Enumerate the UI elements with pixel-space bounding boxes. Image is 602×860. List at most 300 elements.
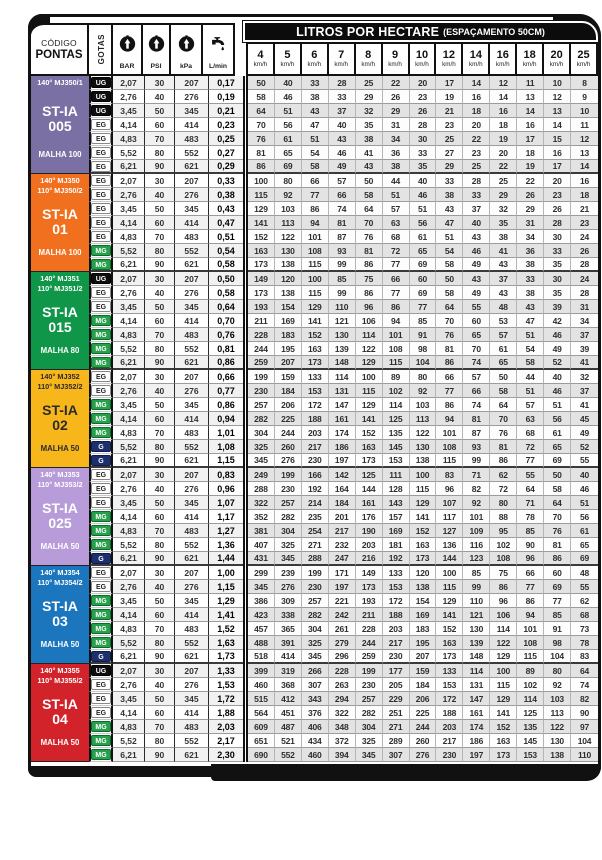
psi-cell: 40 bbox=[145, 286, 175, 300]
lha-value-cell: 242 bbox=[329, 608, 356, 622]
lha-value-cell: 70 bbox=[356, 216, 383, 230]
nozzle-group-ST-IA-015 bbox=[31, 272, 89, 370]
droplet-class-cell bbox=[89, 76, 113, 90]
lha-value-cell: 21 bbox=[571, 202, 598, 216]
lha-value-cell: 14 bbox=[571, 160, 598, 174]
gauge-icon bbox=[148, 25, 165, 62]
lha-value-cell: 153 bbox=[383, 580, 410, 594]
speed-header-10: 10 km/h bbox=[408, 42, 437, 76]
droplet-badge-EG: EG bbox=[91, 483, 111, 494]
kpa-cell: 414 bbox=[175, 706, 209, 720]
unit-label: BAR bbox=[119, 63, 135, 71]
lha-value-cell: 32 bbox=[490, 202, 517, 216]
lha-value-cell: 42 bbox=[544, 314, 571, 328]
lha-value-cell: 230 bbox=[275, 482, 302, 496]
lha-value-cell: 35 bbox=[544, 286, 571, 300]
unit-header-BAR bbox=[111, 23, 143, 76]
droplet-badge-EG: EG bbox=[91, 231, 111, 242]
lha-value-cell: 18 bbox=[463, 104, 490, 118]
bar-cell: 4,14 bbox=[113, 706, 145, 720]
lha-value-cell: 11 bbox=[517, 76, 544, 90]
lha-value-cell: 56 bbox=[571, 510, 598, 524]
lmin-cell: 1,08 bbox=[209, 440, 243, 454]
lha-value-cell: 138 bbox=[275, 286, 302, 300]
lha-value-cell: 122 bbox=[410, 426, 437, 440]
lha-value-cell: 38 bbox=[383, 160, 410, 174]
lha-value-cell: 60 bbox=[544, 566, 571, 580]
lha-value-cell: 282 bbox=[248, 412, 275, 426]
lha-value-cell: 394 bbox=[329, 748, 356, 762]
lha-value-cell: 106 bbox=[356, 314, 383, 328]
lha-value-cell: 29 bbox=[436, 160, 463, 174]
lha-value-cell: 24 bbox=[571, 230, 598, 244]
lha-value-cell: 50 bbox=[248, 76, 275, 90]
speed-header-20: 20 km/h bbox=[542, 42, 571, 76]
lha-value-cell: 76 bbox=[356, 230, 383, 244]
droplet-class-cell bbox=[89, 636, 113, 650]
droplet-badge-MG: MG bbox=[91, 343, 111, 354]
lha-value-cell: 82 bbox=[571, 692, 598, 706]
lha-value-cell: 154 bbox=[410, 594, 437, 608]
lha-value-cell: 115 bbox=[302, 286, 329, 300]
lha-value-cell: 61 bbox=[571, 524, 598, 538]
speed-header-7: 7 km/h bbox=[327, 42, 356, 76]
lha-value-cell: 260 bbox=[275, 440, 302, 454]
lha-value-cell: 49 bbox=[463, 286, 490, 300]
lha-value-cell: 57 bbox=[329, 174, 356, 188]
lha-value-cell: 176 bbox=[356, 510, 383, 524]
lha-value-cell: 145 bbox=[383, 440, 410, 454]
nozzle-code-label: ST-IA 02 bbox=[42, 401, 78, 433]
lha-value-cell: 183 bbox=[275, 328, 302, 342]
kpa-cell: 483 bbox=[175, 524, 209, 538]
lha-value-cell: 193 bbox=[248, 300, 275, 314]
lha-value-cell: 16 bbox=[463, 90, 490, 104]
lmin-cell: 0,21 bbox=[209, 104, 243, 118]
lha-value-cell: 54 bbox=[436, 244, 463, 258]
kpa-cell: 276 bbox=[175, 580, 209, 594]
lha-value-cell: 34 bbox=[517, 230, 544, 244]
lha-value-cell: 99 bbox=[329, 286, 356, 300]
lha-value-cell: 322 bbox=[329, 706, 356, 720]
lha-value-cell: 83 bbox=[571, 650, 598, 664]
lmin-cell: 0,66 bbox=[209, 370, 243, 384]
lha-value-cell: 423 bbox=[248, 608, 275, 622]
droplet-class-cell bbox=[89, 132, 113, 146]
lha-value-cell: 86 bbox=[356, 258, 383, 272]
lha-value-cell: 211 bbox=[356, 608, 383, 622]
lha-value-cell: 50 bbox=[356, 174, 383, 188]
lha-value-cell: 58 bbox=[436, 258, 463, 272]
lmin-cell: 0,51 bbox=[209, 230, 243, 244]
lha-value-cell: 276 bbox=[275, 580, 302, 594]
lha-value-cell: 58 bbox=[302, 160, 329, 174]
lha-value-cell: 16 bbox=[490, 104, 517, 118]
lha-value-cell: 98 bbox=[410, 342, 437, 356]
droplet-class-cell bbox=[89, 734, 113, 748]
lha-value-cell: 120 bbox=[410, 566, 437, 580]
droplet-badge-MG: MG bbox=[91, 315, 111, 326]
lha-value-cell: 51 bbox=[544, 398, 571, 412]
droplet-badge-UG: UG bbox=[91, 665, 111, 676]
lha-value-cell: 72 bbox=[490, 482, 517, 496]
bar-cell: 6,21 bbox=[113, 552, 145, 566]
psi-cell: 30 bbox=[145, 174, 175, 188]
droplet-class-cell bbox=[89, 328, 113, 342]
droplet-class-cell bbox=[89, 748, 113, 762]
malha-label: MALHA 50 bbox=[40, 444, 80, 453]
lha-value-cell: 66 bbox=[383, 272, 410, 286]
lha-value-cell: 225 bbox=[410, 706, 437, 720]
lha-value-cell: 130 bbox=[275, 244, 302, 258]
unit-header-kPa bbox=[169, 23, 203, 76]
lha-value-cell: 77 bbox=[302, 188, 329, 202]
lha-value-cell: 406 bbox=[302, 720, 329, 734]
nozzle-code-label: ST-IA 01 bbox=[42, 205, 78, 237]
lha-value-cell: 23 bbox=[544, 188, 571, 202]
lha-value-cell: 38 bbox=[517, 286, 544, 300]
model-label: 140° MJ355 110° MJ355/2 bbox=[37, 666, 83, 685]
lha-value-cell: 139 bbox=[329, 342, 356, 356]
lha-value-cell: 40 bbox=[544, 370, 571, 384]
droplet-class-cell bbox=[89, 174, 113, 188]
lha-value-cell: 23 bbox=[410, 90, 437, 104]
bar-cell: 5,52 bbox=[113, 244, 145, 258]
lha-value-cell: 38 bbox=[490, 230, 517, 244]
lha-value-cell: 55 bbox=[463, 300, 490, 314]
droplet-class-cell bbox=[89, 482, 113, 496]
bar-cell: 5,52 bbox=[113, 342, 145, 356]
lha-value-cell: 365 bbox=[275, 622, 302, 636]
kpa-cell: 207 bbox=[175, 174, 209, 188]
lha-value-cell: 26 bbox=[410, 104, 437, 118]
lha-value-cell: 651 bbox=[248, 734, 275, 748]
lha-value-cell: 197 bbox=[329, 580, 356, 594]
droplet-class-cell bbox=[89, 370, 113, 384]
lha-value-cell: 25 bbox=[490, 174, 517, 188]
bar-cell: 2,76 bbox=[113, 580, 145, 594]
lha-value-cell: 16 bbox=[517, 118, 544, 132]
lmin-cell: 0,81 bbox=[209, 342, 243, 356]
model-label: 140° MJ350/1 bbox=[37, 78, 83, 87]
nozzle-code-label: ST-IA 04 bbox=[42, 695, 78, 727]
psi-cell: 80 bbox=[145, 538, 175, 552]
lha-value-cell: 221 bbox=[329, 594, 356, 608]
lha-value-cell: 276 bbox=[275, 454, 302, 468]
lha-value-cell: 55 bbox=[517, 468, 544, 482]
nozzle-code-label: ST-IA 025 bbox=[42, 499, 78, 531]
lha-value-cell: 123 bbox=[463, 552, 490, 566]
lha-value-cell: 13 bbox=[544, 104, 571, 118]
psi-cell: 60 bbox=[145, 314, 175, 328]
lha-value-cell: 76 bbox=[436, 328, 463, 342]
lha-value-cell: 207 bbox=[275, 356, 302, 370]
lha-value-cell: 99 bbox=[329, 258, 356, 272]
lha-value-cell: 85 bbox=[517, 524, 544, 538]
lha-value-cell: 76 bbox=[248, 132, 275, 146]
lha-value-cell: 23 bbox=[463, 146, 490, 160]
lha-value-cell: 173 bbox=[248, 286, 275, 300]
lha-value-cell: 108 bbox=[302, 244, 329, 258]
lha-value-cell: 282 bbox=[302, 608, 329, 622]
speed-header-4: 4 km/h bbox=[246, 42, 275, 76]
lha-value-cell: 43 bbox=[302, 104, 329, 118]
lha-value-cell: 19 bbox=[490, 132, 517, 146]
lha-value-cell: 188 bbox=[383, 608, 410, 622]
lha-value-cell: 143 bbox=[383, 496, 410, 510]
lha-value-cell: 171 bbox=[329, 566, 356, 580]
lha-value-cell: 51 bbox=[275, 104, 302, 118]
droplet-badge-EG: EG bbox=[91, 287, 111, 298]
lha-value-cell: 19 bbox=[436, 90, 463, 104]
psi-cell: 80 bbox=[145, 244, 175, 258]
droplet-class-cell bbox=[89, 202, 113, 216]
lha-value-cell: 61 bbox=[490, 342, 517, 356]
lha-value-cell: 65 bbox=[463, 328, 490, 342]
lha-value-cell: 70 bbox=[544, 510, 571, 524]
lmin-cell: 0,86 bbox=[209, 398, 243, 412]
lha-value-cell: 230 bbox=[383, 650, 410, 664]
lha-value-cell: 391 bbox=[275, 636, 302, 650]
lha-value-cell: 99 bbox=[463, 454, 490, 468]
lmin-cell: 0,70 bbox=[209, 314, 243, 328]
lha-value-cell: 41 bbox=[571, 398, 598, 412]
lha-value-cell: 51 bbox=[436, 230, 463, 244]
lha-value-cell: 72 bbox=[383, 244, 410, 258]
lha-value-cell: 101 bbox=[302, 230, 329, 244]
lha-value-cell: 97 bbox=[571, 720, 598, 734]
lha-value-cell: 64 bbox=[571, 664, 598, 678]
kpa-cell: 207 bbox=[175, 468, 209, 482]
lha-value-cell: 43 bbox=[517, 300, 544, 314]
lha-value-cell: 20 bbox=[490, 146, 517, 160]
lha-value-cell: 17 bbox=[544, 160, 571, 174]
lmin-cell: 0,76 bbox=[209, 328, 243, 342]
lha-value-cell: 69 bbox=[275, 160, 302, 174]
lha-value-cell: 74 bbox=[463, 356, 490, 370]
lha-value-cell: 53 bbox=[490, 314, 517, 328]
bar-cell: 4,14 bbox=[113, 118, 145, 132]
lmin-cell: 0,33 bbox=[209, 174, 243, 188]
lha-value-cell: 89 bbox=[383, 370, 410, 384]
lha-value-cell: 163 bbox=[356, 440, 383, 454]
kpa-cell: 483 bbox=[175, 230, 209, 244]
droplet-class-cell bbox=[89, 118, 113, 132]
lmin-cell: 1,15 bbox=[209, 454, 243, 468]
lha-value-cell: 75 bbox=[356, 272, 383, 286]
lmin-cell: 1,00 bbox=[209, 566, 243, 580]
lha-value-cell: 110 bbox=[571, 748, 598, 762]
bar-cell: 3,45 bbox=[113, 692, 145, 706]
lha-value-cell: 81 bbox=[490, 440, 517, 454]
droplet-badge-EG: EG bbox=[91, 301, 111, 312]
lha-value-cell: 85 bbox=[410, 314, 437, 328]
lha-value-cell: 29 bbox=[356, 90, 383, 104]
lha-value-cell: 35 bbox=[410, 160, 437, 174]
lha-value-cell: 153 bbox=[302, 384, 329, 398]
psi-cell: 70 bbox=[145, 622, 175, 636]
lha-value-cell: 343 bbox=[302, 692, 329, 706]
lha-value-cell: 152 bbox=[356, 426, 383, 440]
lha-value-cell: 141 bbox=[490, 706, 517, 720]
lha-value-cell: 117 bbox=[436, 510, 463, 524]
lha-value-cell: 173 bbox=[436, 650, 463, 664]
lmin-cell: 0,50 bbox=[209, 272, 243, 286]
lha-value-cell: 296 bbox=[329, 650, 356, 664]
lha-value-cell: 138 bbox=[410, 580, 437, 594]
unit-label: kPa bbox=[179, 63, 193, 71]
lha-value-cell: 133 bbox=[302, 370, 329, 384]
lha-value-cell: 304 bbox=[248, 426, 275, 440]
lha-value-cell: 46 bbox=[544, 384, 571, 398]
droplet-class-cell bbox=[89, 412, 113, 426]
droplet-class-cell bbox=[89, 286, 113, 300]
psi-cell: 40 bbox=[145, 580, 175, 594]
lha-value-cell: 263 bbox=[329, 678, 356, 692]
lha-value-cell: 161 bbox=[463, 706, 490, 720]
lha-value-cell: 77 bbox=[383, 258, 410, 272]
lha-value-cell: 9 bbox=[571, 90, 598, 104]
lha-value-cell: 46 bbox=[463, 244, 490, 258]
lha-value-cell: 457 bbox=[248, 622, 275, 636]
lha-value-cell: 64 bbox=[517, 482, 544, 496]
psi-cell: 80 bbox=[145, 636, 175, 650]
droplet-badge-MG: MG bbox=[91, 511, 111, 522]
lha-value-cell: 38 bbox=[517, 258, 544, 272]
psi-cell: 30 bbox=[145, 468, 175, 482]
lha-value-cell: 125 bbox=[356, 468, 383, 482]
lha-value-cell: 86 bbox=[356, 286, 383, 300]
lha-value-cell: 74 bbox=[463, 398, 490, 412]
bar-cell: 2,07 bbox=[113, 272, 145, 286]
lha-value-cell: 451 bbox=[275, 706, 302, 720]
bar-cell: 4,83 bbox=[113, 132, 145, 146]
model-label: 140° MJ354 110° MJ354/2 bbox=[37, 568, 83, 587]
lha-value-cell: 69 bbox=[410, 258, 437, 272]
lha-value-cell: 173 bbox=[248, 258, 275, 272]
droplet-badge-EG: EG bbox=[91, 371, 111, 382]
lha-value-cell: 26 bbox=[517, 188, 544, 202]
lha-value-cell: 35 bbox=[544, 258, 571, 272]
lha-value-cell: 197 bbox=[463, 748, 490, 762]
lha-value-cell: 39 bbox=[571, 342, 598, 356]
droplet-badge-EG: EG bbox=[91, 707, 111, 718]
lha-value-cell: 217 bbox=[329, 524, 356, 538]
psi-cell: 50 bbox=[145, 104, 175, 118]
lha-value-cell: 104 bbox=[544, 650, 571, 664]
lha-value-cell: 23 bbox=[436, 118, 463, 132]
lha-value-cell: 76 bbox=[490, 426, 517, 440]
lha-value-cell: 94 bbox=[517, 608, 544, 622]
droplet-badge-EG: EG bbox=[91, 161, 111, 172]
lha-value-cell: 62 bbox=[571, 594, 598, 608]
lha-value-cell: 271 bbox=[302, 538, 329, 552]
kpa-cell: 414 bbox=[175, 216, 209, 230]
nozzle-group-ST-IA-01 bbox=[31, 174, 89, 272]
lha-value-cell: 199 bbox=[248, 370, 275, 384]
droplet-badge-MG: MG bbox=[91, 245, 111, 256]
lha-value-cell: 62 bbox=[490, 468, 517, 482]
lha-value-cell: 32 bbox=[571, 370, 598, 384]
psi-cell: 70 bbox=[145, 524, 175, 538]
lha-value-cell: 36 bbox=[517, 244, 544, 258]
lha-value-cell: 120 bbox=[275, 272, 302, 286]
lha-value-cell: 203 bbox=[383, 622, 410, 636]
lmin-cell: 0,77 bbox=[209, 384, 243, 398]
droplet-class-cell bbox=[89, 496, 113, 510]
droplet-class-cell bbox=[89, 594, 113, 608]
lha-value-cell: 199 bbox=[356, 664, 383, 678]
droplet-badge-EG: EG bbox=[91, 497, 111, 508]
lha-value-cell: 68 bbox=[517, 426, 544, 440]
bar-cell: 6,21 bbox=[113, 454, 145, 468]
lha-value-cell: 43 bbox=[356, 160, 383, 174]
nozzle-code-label: ST-IA 015 bbox=[42, 303, 78, 335]
lha-value-cell: 81 bbox=[329, 216, 356, 230]
lha-value-cell: 96 bbox=[436, 482, 463, 496]
lha-value-cell: 43 bbox=[490, 258, 517, 272]
lha-value-cell: 43 bbox=[436, 202, 463, 216]
lha-value-cell: 149 bbox=[356, 566, 383, 580]
lha-value-cell: 89 bbox=[517, 664, 544, 678]
lha-value-cell: 56 bbox=[410, 216, 437, 230]
kpa-cell: 552 bbox=[175, 342, 209, 356]
lmin-cell: 1,73 bbox=[209, 650, 243, 664]
lha-value-cell: 26 bbox=[544, 202, 571, 216]
lha-value-cell: 41 bbox=[571, 356, 598, 370]
lha-value-cell: 244 bbox=[356, 636, 383, 650]
lha-value-cell: 82 bbox=[463, 482, 490, 496]
droplet-badge-MG: MG bbox=[91, 623, 111, 634]
malha-label: MALHA 80 bbox=[40, 346, 80, 355]
lha-value-cell: 86 bbox=[436, 398, 463, 412]
kpa-cell: 207 bbox=[175, 272, 209, 286]
lha-value-cell: 163 bbox=[490, 734, 517, 748]
lha-value-cell: 65 bbox=[571, 538, 598, 552]
lha-value-cell: 38 bbox=[436, 188, 463, 202]
lmin-cell: 0,38 bbox=[209, 188, 243, 202]
bar-cell: 2,07 bbox=[113, 468, 145, 482]
lha-value-cell: 173 bbox=[356, 454, 383, 468]
lha-value-cell: 28 bbox=[571, 286, 598, 300]
lmin-cell: 0,29 bbox=[209, 160, 243, 174]
lha-value-cell: 192 bbox=[383, 552, 410, 566]
lha-value-cell: 172 bbox=[383, 594, 410, 608]
lha-value-cell: 128 bbox=[383, 482, 410, 496]
psi-cell: 70 bbox=[145, 328, 175, 342]
lha-value-cell: 153 bbox=[517, 748, 544, 762]
lha-value-cell: 103 bbox=[275, 202, 302, 216]
lha-value-cell: 173 bbox=[356, 580, 383, 594]
lha-value-cell: 130 bbox=[544, 734, 571, 748]
lha-value-cell: 48 bbox=[490, 300, 517, 314]
lha-value-cell: 206 bbox=[410, 692, 437, 706]
psi-cell: 60 bbox=[145, 412, 175, 426]
kpa-cell: 552 bbox=[175, 734, 209, 748]
lha-value-cell: 86 bbox=[544, 552, 571, 566]
bar-cell: 5,52 bbox=[113, 146, 145, 160]
bar-cell: 4,83 bbox=[113, 230, 145, 244]
droplet-class-cell bbox=[89, 244, 113, 258]
lha-value-cell: 92 bbox=[544, 678, 571, 692]
lha-value-cell: 14 bbox=[463, 76, 490, 90]
bar-cell: 2,76 bbox=[113, 384, 145, 398]
lha-value-cell: 129 bbox=[356, 398, 383, 412]
droplet-class-cell bbox=[89, 720, 113, 734]
droplet-badge-MG: MG bbox=[91, 427, 111, 438]
lha-value-cell: 172 bbox=[436, 692, 463, 706]
lha-value-cell: 115 bbox=[248, 188, 275, 202]
